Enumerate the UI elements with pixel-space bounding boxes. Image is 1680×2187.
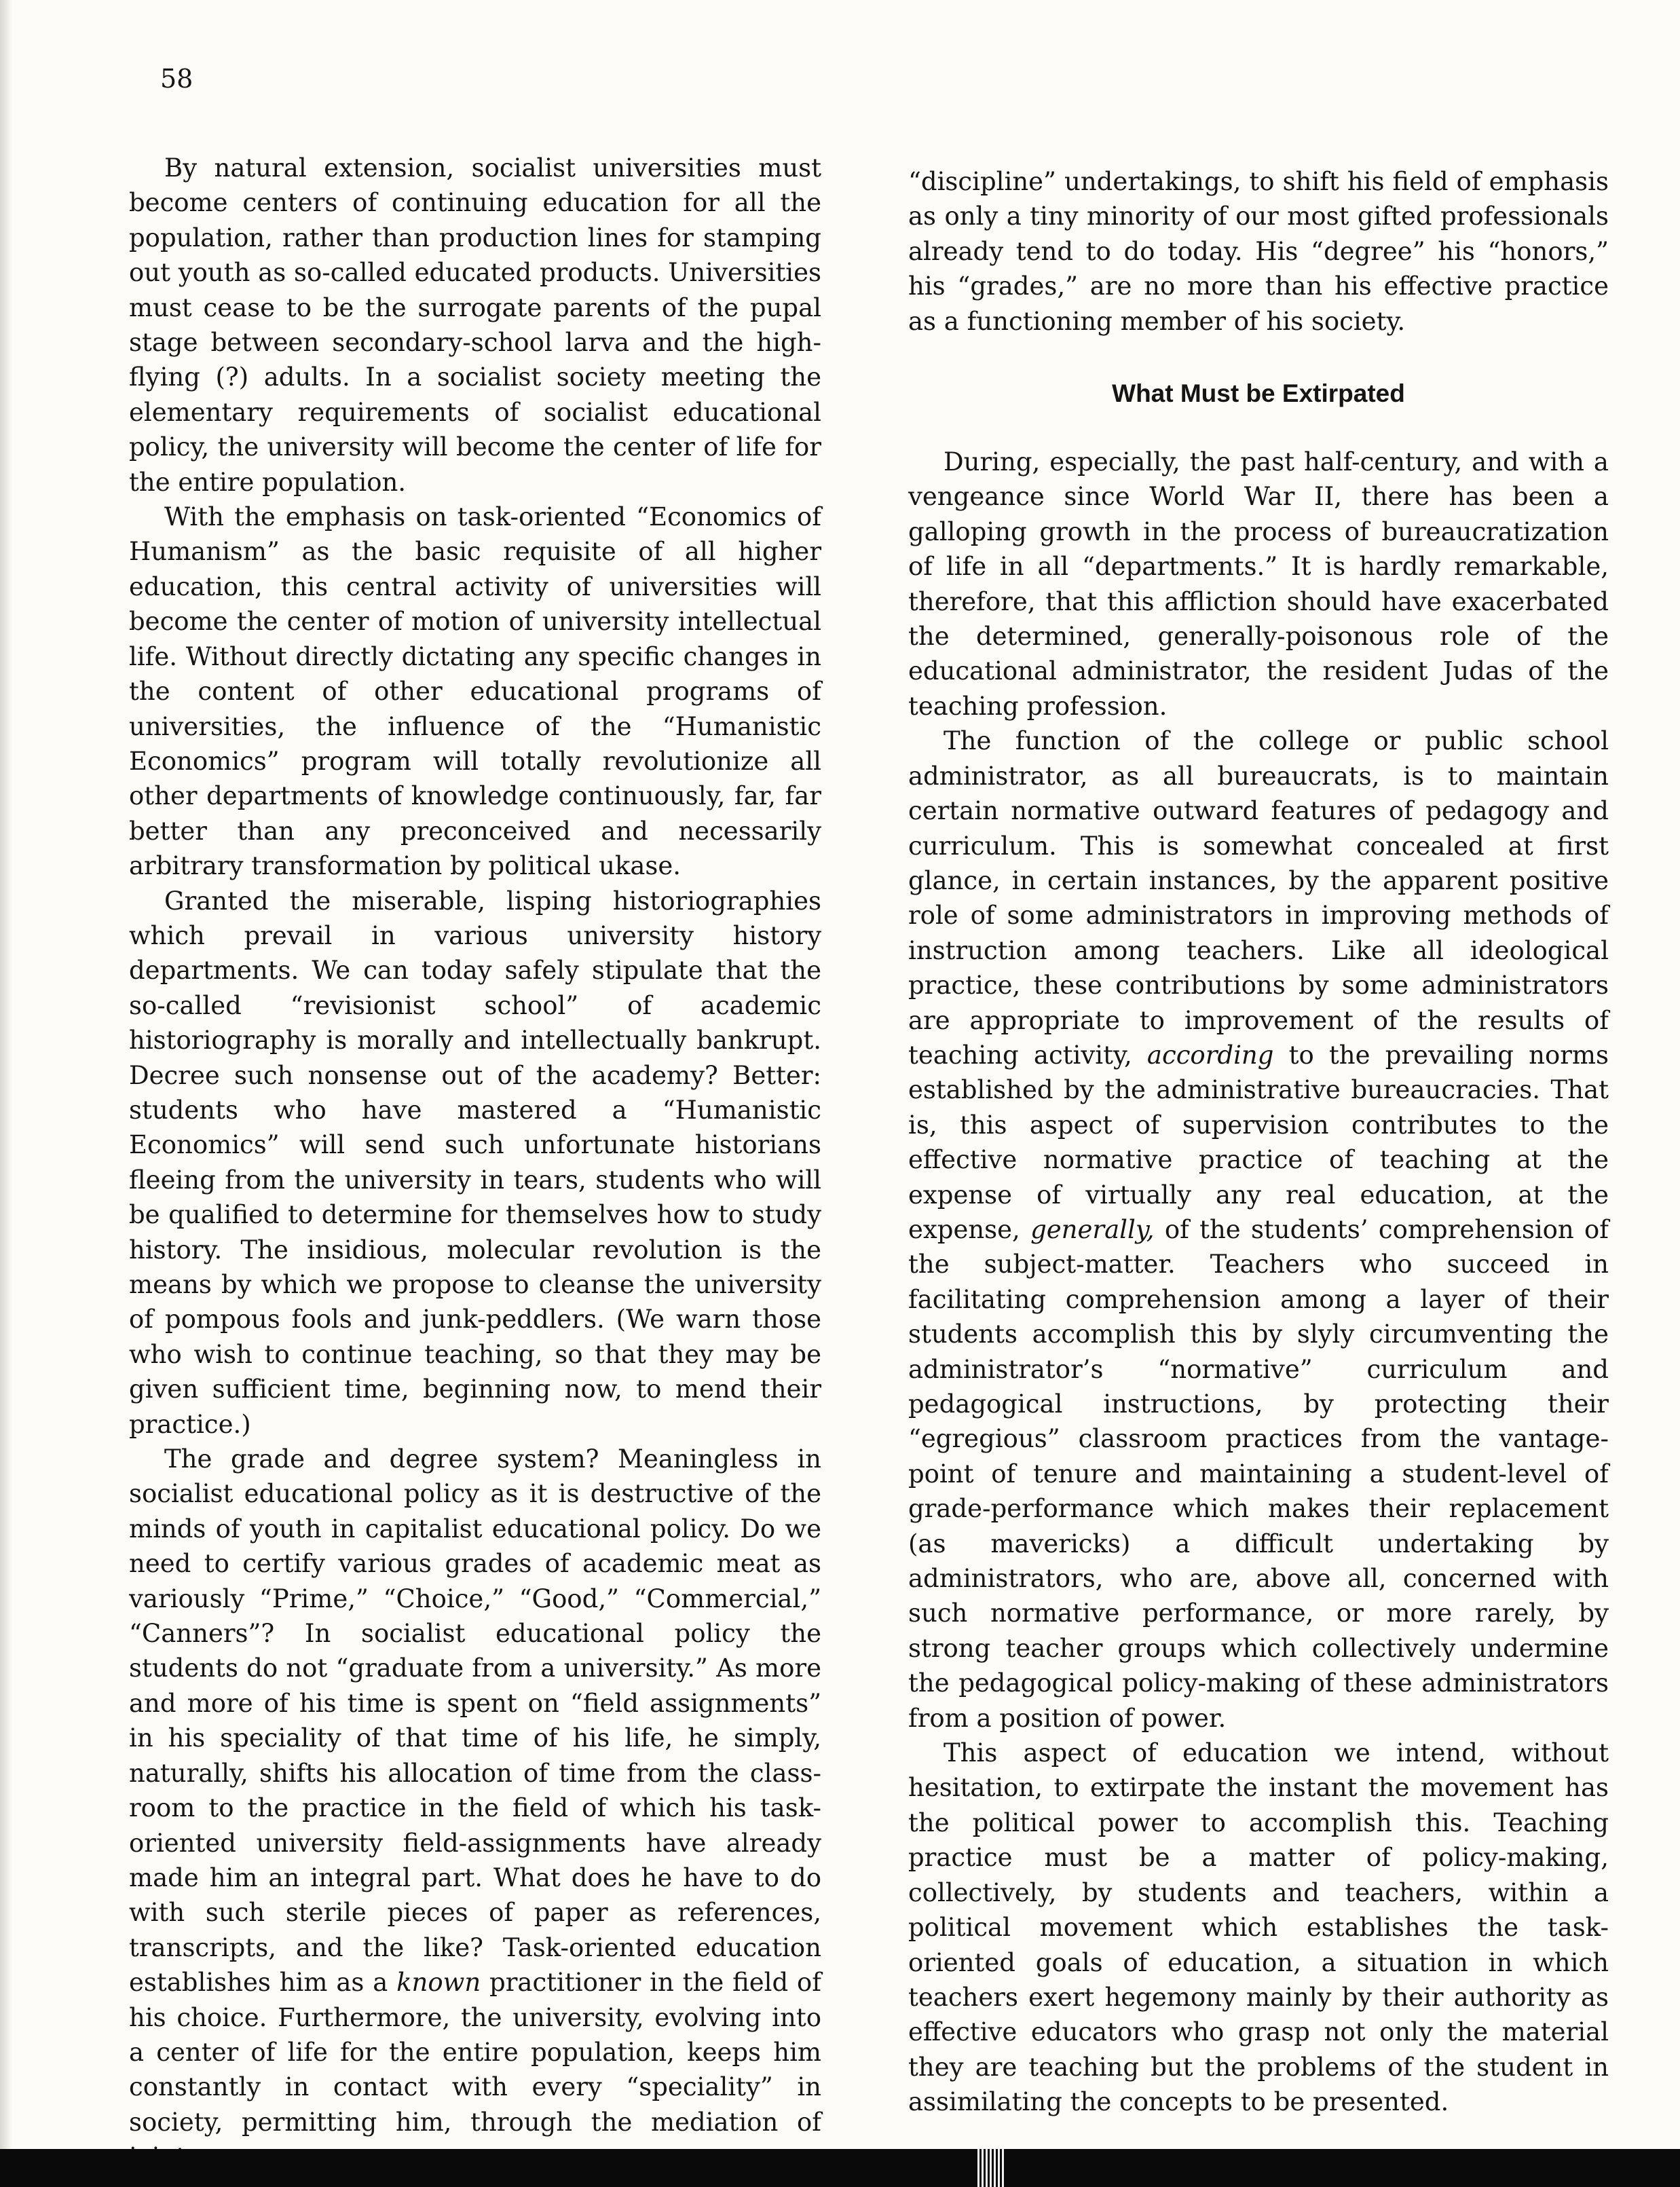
italic-emphasis-according: according: [1146, 1040, 1274, 1070]
scan-bottom-border: [0, 2149, 1680, 2187]
text-segment: The grade and degree system? Meaningless in socialist educational policy as it is destructive of the minds of youth in capitalist educational policy. Do we need to certify various grades of academic meat as variously “Prime,” “Choice,” “Good,” “Commercial,” “Canners”? In socialist educational policy the students do not “graduate from a university.” As more and more of his time is spent on “field assignments” in his speciality of that time of his life, he simply, naturally, shifts his allocation of time from the class-room to the practice in the field of which his task-oriented university field-assignments have already made him an integral part. What does he have to do with such sterile pieces of paper as references, transcripts, and the like? Task-oriented education establishes him as a: [129, 1444, 821, 1998]
text-segment: to the prevailing norms established by the administrative bureaucracies. That is, this aspect of supervision contributes to the effective normative practice of teaching at the expense of virtually any real education, at the expense,: [908, 1040, 1609, 1244]
left-column: [129, 151, 821, 2175]
scan-artifact: [977, 2149, 1005, 2187]
text-segment: of the students’ comprehension of the subject-matter. Teachers who succeed in facilitating comprehension among a layer of their students accomplish this by slyly circumventing the administrator’s “normative” curriculum and pedagogical instructions, by protecting their “egregious” classroom practices from the vantage-point of tenure and maintaining a student-level of grade-performance which makes their replacement (as mavericks) a difficult undertaking by administrators, who are, above all, concerned with such normative performance, or more rarely, by strong teacher groups which collectively undermine the pedagogical policy-making of these administrators from a position of power.: [908, 1214, 1609, 1733]
paragraph-economics-of-humanism: With the emphasis on task-oriented “Economics of Humanism” as the basic requisite of all higher education, this central activity of universities will become the center of motion of university intellectual life. Without directly dictating any specific changes in the content of other educational programs of universities, the influence of the “Humanistic Economics” program will totally revolutionize all other departments of knowledge continuously, far, far better than any preconceived and necessarily arbitrary transformation by political ukase.: [129, 502, 821, 881]
scan-edge-shadow: [0, 0, 12, 2149]
paragraph-continuing-education: By natural extension, socialist universities must become centers of continuing education for all the population, rather than production lines for stamping out youth as so-called educated products. Universities must cease to be the surrogate parents of the pupal stage between secondary-school larva and the high-flying (?) adults. In a socialist society meeting the elementary requirements of socialist educational policy, the university will become the center of life for the entire population.: [129, 153, 821, 497]
paragraph-historiographies: Granted the miserable, lisping historiographies which prevail in various university history departments. We can today safely stipulate that the so-called “revisionist school” of academic historiography is morally and intellectually bankrupt. Decree such nonsense out of the academy? Better: students who have mastered a “Humanistic Economics” will send such unfortunate historians fleeing from the university in tears, students who will be qualified to determine for themselves how to study history. The insidious, molecular revolution is the means by which we propose to cleanse the university of pompous fools and junk-peddlers. (We warn those who wish to continue teaching, so that they may be given sufficient time, beginning now, to mend their practice.): [129, 886, 821, 1439]
paragraph-grade-degree-system: [129, 1442, 821, 2175]
paragraph-bureaucratization: During, especially, the past half-century, and with a vengeance since World War II, there has been a galloping growth in the process of bureaucratization of life in all “departments.” It is hardly remarkable, therefore, that this affliction should have exacerbated the determined, generally-poisonous role of the educational administrator, the resident Judas of the teaching profession.: [908, 447, 1609, 721]
right-column: [908, 164, 1609, 2120]
page-number: 58: [160, 64, 193, 94]
section-heading: What Must be Extirpated: [1112, 379, 1405, 408]
paragraph-extirpate: This aspect of education we intend, without hesitation, to extirpate the instant the movement has the political power to accomplish this. Teaching practice must be a matter of policy-making, collectively, by students and teachers, within a political movement which establishes the task-oriented goals of education, a situation in which teachers exert hegemony mainly by their authority as effective educators who grasp not only the material they are teaching but the problems of the student in assimilating the concepts to be presented.: [908, 1738, 1609, 2117]
italic-emphasis-generally: generally,: [1030, 1214, 1155, 1244]
text-segment: practitioner in the field of his choice. Furthermore, the university, evolving into a center of life for the entire population, keeps him constantly in contact with every “speciality” in society, permitting him, through the mediation of: [129, 1968, 822, 2137]
text-segment: The function of the college or public school administrator, as all bureaucrats, is to maintain certain normative outward features of pedagogy and curriculum. This is somewhat concealed at first glance, in certain instances, by the apparent positive role of some administrators in improving methods of instruction among teachers. Like all ideological practice, these contributions by some administrators are appropriate to improvement of the results of teaching activity,: [908, 726, 1609, 1070]
paragraph-discipline-continued: “discipline” undertakings, to shift his field of emphasis as only a tiny minority of our most gifted professionals already tend to do today. His “degree” his “honors,” his “grades,” are no more than his effective practice as a functioning member of his society.: [908, 167, 1609, 336]
paragraph-administrator-function: [908, 724, 1609, 1736]
italic-emphasis-known: known: [396, 1968, 481, 1998]
